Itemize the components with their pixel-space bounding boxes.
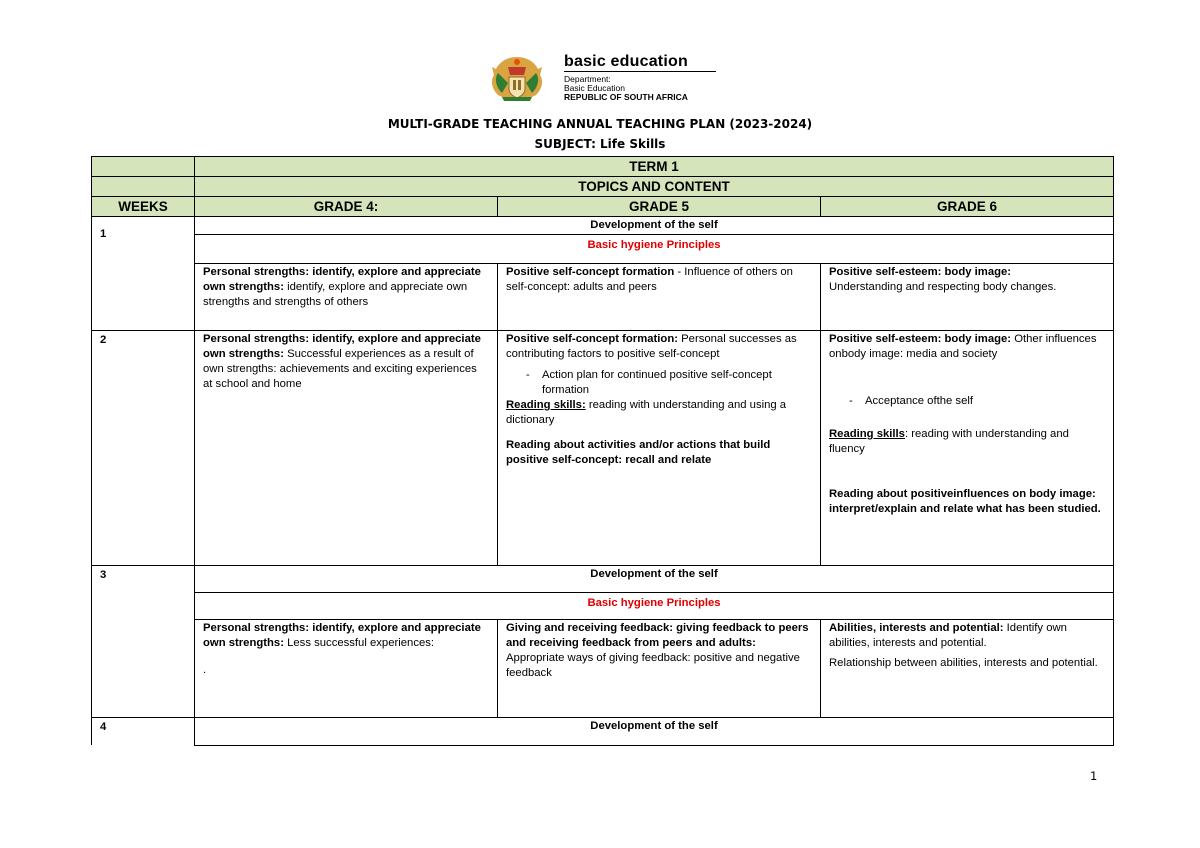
- week-number: 2: [92, 331, 195, 566]
- week1-subtopic-row: [92, 235, 1114, 264]
- week2-grade5-cell: [498, 331, 821, 566]
- week3-subtopic: Basic hygiene Principles: [195, 593, 1114, 620]
- week-number: 3: [92, 566, 195, 718]
- week1-grade5-cell: [498, 264, 821, 331]
- week3-content-row: [92, 620, 1114, 718]
- weeks-header: WEEKS: [92, 197, 195, 217]
- week1-g5-text: - Influence of others on self-concept: adults and peers: [506, 266, 793, 293]
- week2-g6-bullet: - Acceptance ofthe self: [829, 394, 1105, 409]
- week3-g4-text: Less successful experiences:: [287, 637, 435, 649]
- week3-g4-heading: Personal strengths: identify, explore and appreciate own strengths:: [203, 622, 481, 649]
- week4-topic-row: [92, 718, 1114, 746]
- week3-subtopic-row: [92, 593, 1114, 620]
- week3-grade5-cell: [498, 620, 821, 718]
- week2-g5-bullet: - Action plan for continued positive self-concept formation: [506, 368, 812, 398]
- week2-g6-heading: Positive self-esteem: body image:: [829, 333, 1012, 345]
- week1-topic: Development of the self: [195, 217, 1114, 235]
- topics-row: [92, 177, 1114, 197]
- week-number: 1: [92, 217, 195, 331]
- term-row: [92, 157, 1114, 177]
- week2-g6-reading-label: Reading skills: [829, 428, 905, 440]
- week1-g4-heading: Personal strengths: identify, explore and appreciate own strengths:: [203, 266, 481, 293]
- week3-topic: Development of the self: [195, 566, 1114, 593]
- grade5-header: GRADE 5: [498, 197, 821, 217]
- week2-grade6-cell: [821, 331, 1114, 566]
- week2-g4-text: Successful experiences as a result of own strengths: achievements and exciting experiences at school and home: [203, 348, 477, 390]
- teaching-plan-table: [91, 156, 1113, 746]
- term-label: TERM 1: [195, 157, 1114, 177]
- week2-g4-heading: Personal strengths: identify, explore and appreciate own strengths:: [203, 333, 481, 360]
- week1-g5-heading: Positive self-concept formation: [506, 266, 675, 278]
- week4-topic: Development of the self: [195, 718, 1114, 746]
- week1-grade6-cell: [821, 264, 1114, 331]
- week3-grade4-cell: [195, 620, 498, 718]
- page-title: MULTI-GRADE TEACHING ANNUAL TEACHING PLAN (2023-2024): [387, 117, 813, 131]
- week2-g5-reading-text: reading with understanding and using a dictionary: [506, 399, 787, 426]
- week1-g6-heading: Positive self-esteem: body image:: [829, 266, 1012, 278]
- grade6-header: GRADE 6: [821, 197, 1114, 217]
- week1-content-row: [92, 264, 1114, 331]
- week2-g6-reading-activity: Reading about positiveinfluences on body image: interpret/explain and relate what has been studied.: [829, 488, 1101, 515]
- logo-republic: REPUBLIC OF SOUTH AFRICA: [564, 92, 688, 102]
- week2-g5-text: Personal successes as contributing factors to positive self-concept: [506, 333, 797, 360]
- coat-of-arms-icon: [486, 53, 548, 103]
- header-row: [92, 197, 1114, 217]
- week1-topic-row: [92, 217, 1114, 235]
- week2-g5-reading-label: Reading skills:: [506, 399, 586, 411]
- logo-title: basic education: [564, 53, 716, 72]
- week-number: 4: [92, 718, 195, 746]
- subject-title: SUBJECT: Life Skills: [534, 137, 666, 151]
- week3-g4-dot: .: [203, 664, 207, 676]
- topics-label: TOPICS AND CONTENT: [195, 177, 1114, 197]
- week2-g6-text: Other influences onbody image: media and society: [829, 333, 1097, 360]
- week1-grade4-cell: [195, 264, 498, 331]
- week3-g5-heading: Giving and receiving feedback: giving feedback to peers and receiving feedback from peers and adults:: [506, 622, 809, 649]
- logo-department: Department:: [564, 74, 611, 84]
- week1-g6-text: Understanding and respecting body changes.: [829, 281, 1057, 293]
- week1-subtopic: Basic hygiene Principles: [195, 235, 1114, 264]
- grade4-header: GRADE 4:: [195, 197, 498, 217]
- week3-g5-text: Appropriate ways of giving feedback: positive and negative feedback: [506, 652, 800, 679]
- page-number: 1: [1090, 769, 1098, 783]
- week1-g4-text: identify, explore and appreciate own strengths and strengths of others: [203, 281, 468, 308]
- week2-g5-reading-activity: Reading about activities and/or actions that build positive self-concept: recall and relate: [506, 439, 771, 466]
- week3-g6-heading: Abilities, interests and potential:: [829, 622, 1004, 634]
- week2-grade4-cell: [195, 331, 498, 566]
- week3-grade6-cell: [821, 620, 1114, 718]
- logo-basic-education: Basic Education: [564, 83, 625, 93]
- week3-g6-text2: Relationship between abilities, interests and potential.: [829, 657, 1098, 669]
- week2-row: [92, 331, 1114, 566]
- week2-g6-reading-text: : reading with understanding and fluency: [829, 428, 1069, 455]
- week2-g5-heading: Positive self-concept formation:: [506, 333, 678, 345]
- dbe-logo: [486, 53, 718, 103]
- week3-topic-row: [92, 566, 1114, 593]
- week3-g6-text: Identify own abilities, interests and potential.: [829, 622, 1067, 649]
